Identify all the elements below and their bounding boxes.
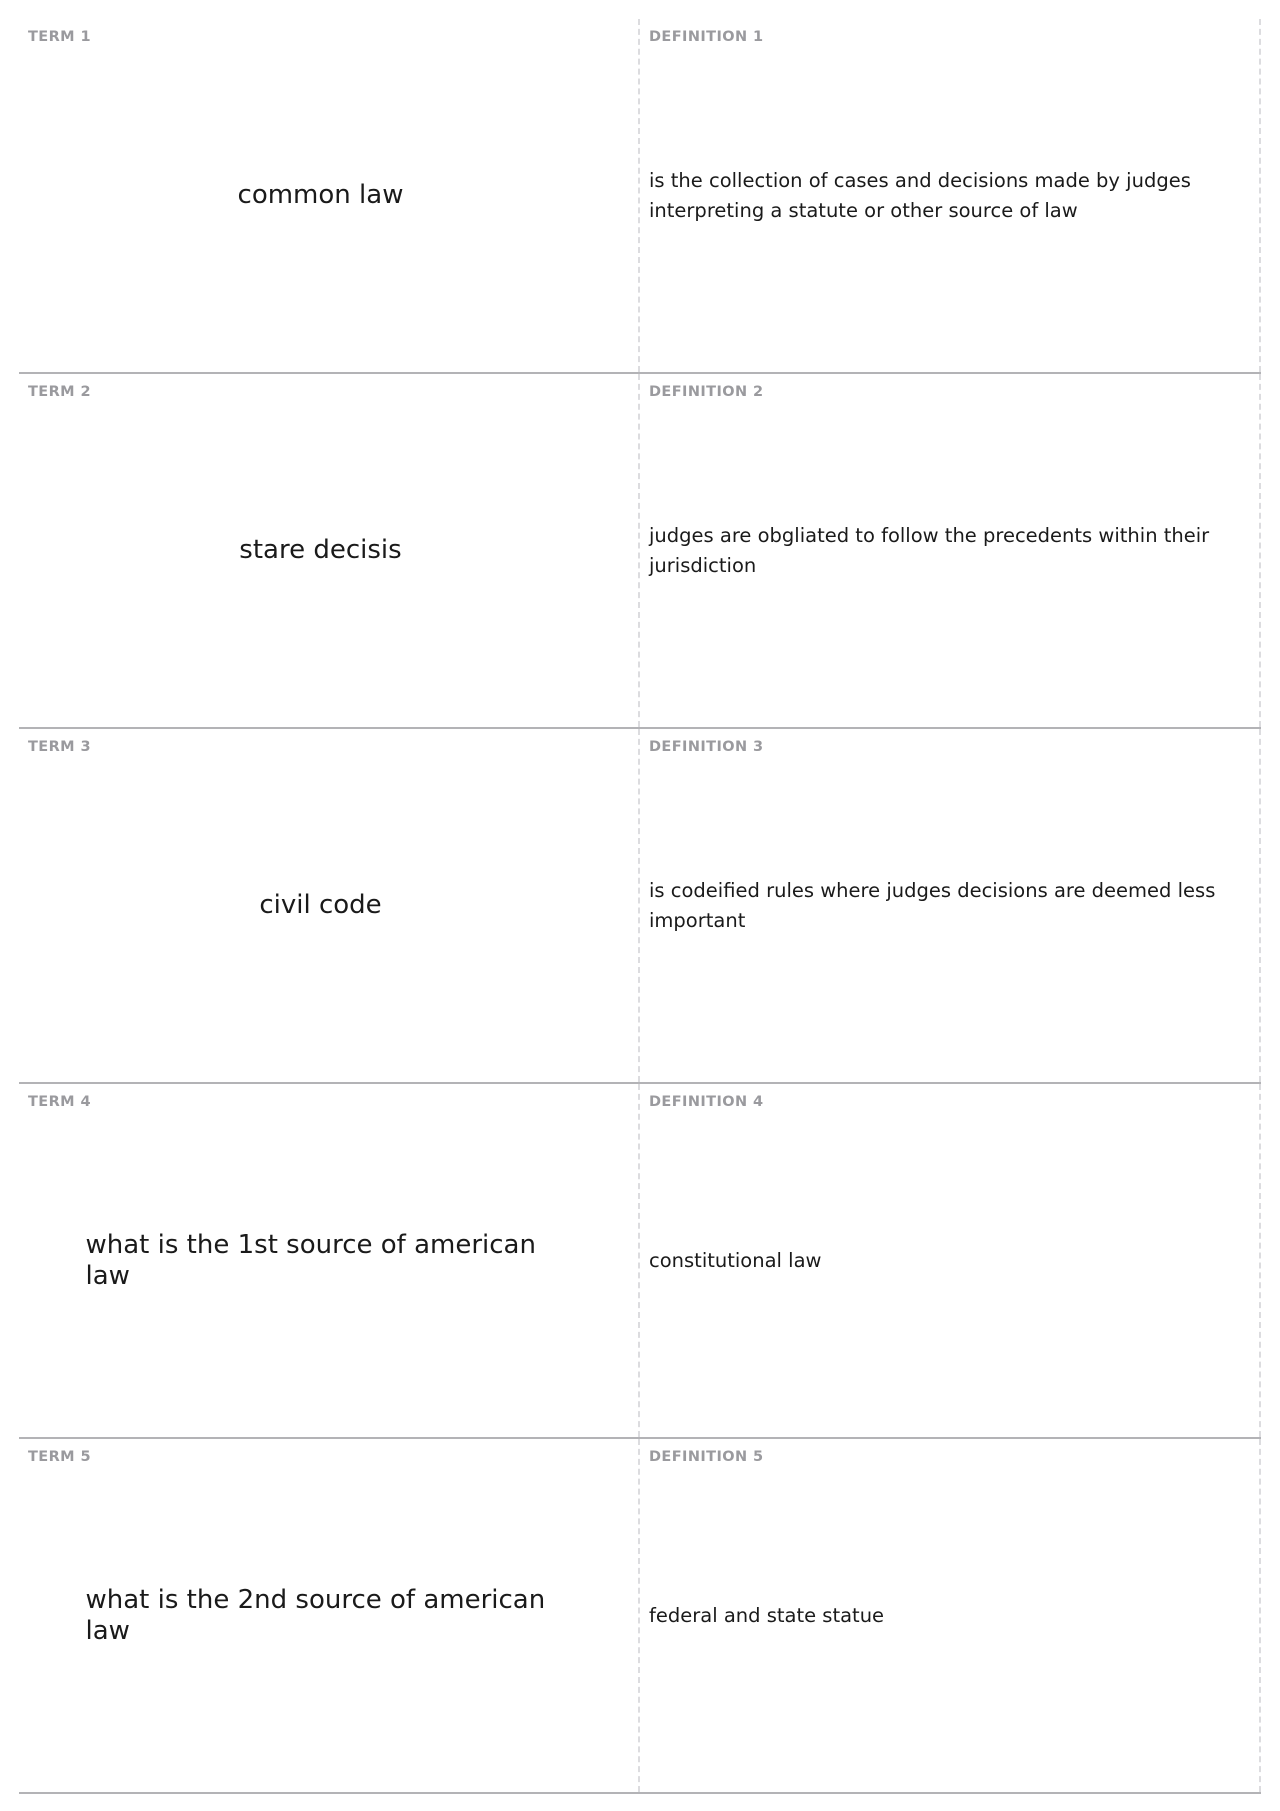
- definition-text: is codeified rules where judges decisions are deemed less important: [649, 879, 1216, 932]
- flashcard-sheet: [19, 19, 1261, 1796]
- term-label: TERM 3: [28, 739, 91, 755]
- definition-label: DEFINITION 4: [649, 1094, 764, 1110]
- term-text: common law: [237, 180, 404, 211]
- definition-text: judges are obgliated to follow the precedents within their jurisdiction: [649, 524, 1210, 577]
- term-cell: [19, 1439, 640, 1792]
- flashcard-row: [19, 729, 1261, 1084]
- flashcard-row: [19, 374, 1261, 729]
- term-text: what is the 2nd source of american law: [85, 1584, 546, 1646]
- term-text-container: [19, 1084, 638, 1437]
- term-text-container: [19, 729, 638, 1082]
- definition-text: is the collection of cases and decisions made by judges interpreting a statute or other source of law: [649, 169, 1191, 222]
- flashcard-row: [19, 1439, 1261, 1794]
- term-text: stare decisis: [239, 535, 402, 566]
- term-cell: [19, 1084, 640, 1437]
- definition-cell: [640, 1439, 1261, 1792]
- term-label: TERM 4: [28, 1094, 91, 1110]
- definition-cell: [640, 19, 1261, 372]
- definition-label: DEFINITION 5: [649, 1449, 764, 1465]
- term-label: TERM 5: [28, 1449, 91, 1465]
- term-text-container: [19, 19, 638, 372]
- term-text: civil code: [259, 890, 382, 921]
- definition-label: DEFINITION 2: [649, 384, 764, 400]
- definition-label: DEFINITION 3: [649, 739, 764, 755]
- definition-label: DEFINITION 1: [649, 29, 764, 45]
- term-cell: [19, 19, 640, 372]
- term-text: what is the 1st source of american law: [85, 1229, 536, 1291]
- term-label: TERM 2: [28, 384, 91, 400]
- definition-cell: [640, 374, 1261, 727]
- term-label: TERM 1: [28, 29, 91, 45]
- flashcard-row: [19, 1084, 1261, 1439]
- definition-cell: [640, 729, 1261, 1082]
- term-text-container: [19, 374, 638, 727]
- term-text-container: [19, 1439, 638, 1792]
- flashcard-row: [19, 19, 1261, 374]
- definition-cell: [640, 1084, 1261, 1437]
- definition-text: federal and state statue: [649, 1603, 885, 1627]
- term-cell: [19, 729, 640, 1082]
- term-cell: [19, 374, 640, 727]
- definition-text: constitutional law: [649, 1248, 822, 1272]
